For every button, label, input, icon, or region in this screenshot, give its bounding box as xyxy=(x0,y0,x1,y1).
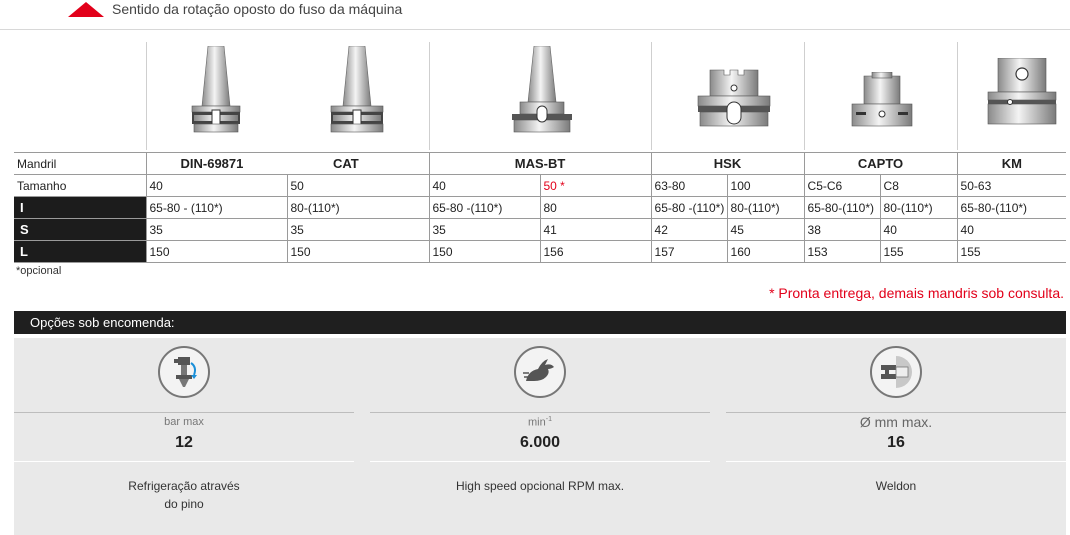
cell: 80 xyxy=(540,197,651,219)
cell: 45 xyxy=(727,219,804,241)
divider xyxy=(14,412,354,413)
divider xyxy=(146,42,147,150)
cell: 50 * xyxy=(540,175,651,197)
red-triangle-icon xyxy=(68,1,104,17)
cell: 40 xyxy=(146,175,287,197)
cell: 150 xyxy=(429,241,540,263)
mas-bt-holder-image xyxy=(510,46,574,138)
cell: 38 xyxy=(804,219,880,241)
cell: 65-80 -(110*) xyxy=(651,197,727,219)
row-label: L xyxy=(14,241,146,263)
row-label: Mandril xyxy=(14,153,146,175)
cell: 65-80-(110*) xyxy=(804,197,880,219)
mandril-row xyxy=(14,153,1066,175)
group-cat: CAT xyxy=(287,153,429,175)
options-panel xyxy=(14,338,1066,535)
description-line: do pino xyxy=(164,497,204,511)
legend-text: Sentido da rotação oposto do fuso da máquina xyxy=(112,1,403,17)
capto-holder-image xyxy=(850,72,914,138)
cell: 80-(110*) xyxy=(727,197,804,219)
divider xyxy=(804,42,805,150)
cell: 35 xyxy=(429,219,540,241)
cell: 40 xyxy=(957,219,1066,241)
options-header: Opções sob encomenda: xyxy=(14,311,1066,334)
cell: 160 xyxy=(727,241,804,263)
cell: 150 xyxy=(146,241,287,263)
option-high-speed xyxy=(370,338,710,535)
cell: 155 xyxy=(957,241,1066,263)
km-holder-image xyxy=(986,58,1058,138)
cell: 65-80 -(110*) xyxy=(429,197,540,219)
coolant-icon xyxy=(158,346,210,398)
description-line: Refrigeração através xyxy=(128,479,240,493)
row-label: Tamanho xyxy=(14,175,146,197)
cell: 40 xyxy=(429,175,540,197)
rotation-legend xyxy=(68,0,402,18)
group-hsk: HSK xyxy=(651,153,804,175)
cell: 80-(110*) xyxy=(287,197,429,219)
option-value: 12 xyxy=(175,434,193,451)
tamanho-row xyxy=(14,175,1066,197)
group-km: KM xyxy=(957,153,1066,175)
row-l xyxy=(14,241,1066,263)
cat-holder-image xyxy=(327,46,387,138)
spec-table xyxy=(14,152,1066,263)
cell: 153 xyxy=(804,241,880,263)
cell: 155 xyxy=(880,241,957,263)
row-label: S xyxy=(14,219,146,241)
divider xyxy=(957,42,958,150)
cell: 40 xyxy=(880,219,957,241)
option-description xyxy=(74,477,294,513)
row-s xyxy=(14,219,1066,241)
option-value: 16 xyxy=(887,434,905,451)
cell: C5-C6 xyxy=(804,175,880,197)
cell: 42 xyxy=(651,219,727,241)
option-unit xyxy=(370,416,710,429)
cell: 150 xyxy=(287,241,429,263)
divider xyxy=(370,461,710,462)
divider xyxy=(726,412,1066,413)
cell: C8 xyxy=(880,175,957,197)
tool-holder-images xyxy=(14,42,1066,150)
footnote: *opcional xyxy=(16,265,62,277)
option-unit: Ø mm max. xyxy=(859,414,933,430)
description-line: High speed opcional RPM max. xyxy=(455,479,625,493)
cell: 50-63 xyxy=(957,175,1066,197)
row-i xyxy=(14,197,1066,219)
option-value: 6.000 xyxy=(519,434,561,451)
cell: 100 xyxy=(727,175,804,197)
din-69871-holder-image xyxy=(186,46,246,138)
cell: 65-80 - (110*) xyxy=(146,197,287,219)
divider xyxy=(429,42,430,150)
unit-text: min xyxy=(528,416,546,429)
cell: 80-(110*) xyxy=(880,197,957,219)
option-coolant xyxy=(14,338,354,535)
row-label: I xyxy=(14,197,146,219)
option-weldon xyxy=(726,338,1066,535)
cell: 50 xyxy=(287,175,429,197)
hsk-holder-image xyxy=(696,68,772,138)
cell: 35 xyxy=(146,219,287,241)
availability-note: * Pronta entrega, demais mandris sob consulta. xyxy=(769,285,1064,301)
cell: 35 xyxy=(287,219,429,241)
cell: 65-80-(110*) xyxy=(957,197,1066,219)
option-description xyxy=(430,477,650,495)
group-din: DIN-69871 xyxy=(146,153,287,175)
option-description xyxy=(786,477,1006,495)
option-unit: bar max xyxy=(164,416,204,428)
cell: 156 xyxy=(540,241,651,263)
divider xyxy=(14,461,354,462)
unit-superscript: -1 xyxy=(545,416,552,423)
weldon-icon xyxy=(870,346,922,398)
divider xyxy=(651,42,652,150)
cell: 157 xyxy=(651,241,727,263)
divider xyxy=(0,29,1070,30)
divider xyxy=(726,461,1066,462)
cell: 41 xyxy=(540,219,651,241)
group-capto: CAPTO xyxy=(804,153,957,175)
group-mas-bt: MAS-BT xyxy=(429,153,651,175)
rabbit-speed-icon xyxy=(514,346,566,398)
description-line: Weldon xyxy=(875,479,917,493)
divider xyxy=(370,412,710,413)
cell: 63-80 xyxy=(651,175,727,197)
